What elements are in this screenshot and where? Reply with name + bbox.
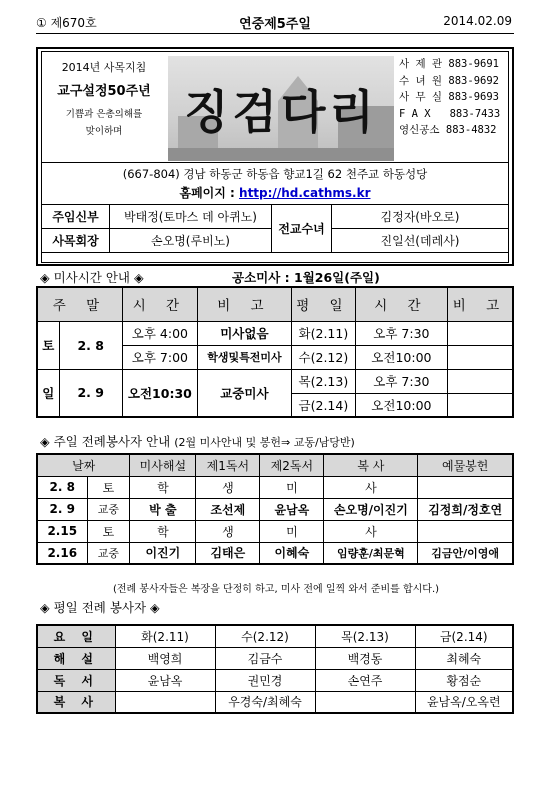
col-note: 비 고 <box>197 287 291 321</box>
lit-reading1: 생 <box>196 520 260 542</box>
mission-mass-note: 공소미사 : 1월26일(주일) <box>232 270 380 285</box>
lit-reading2: 미 <box>260 520 324 542</box>
tue-time: 오후 7:30 <box>355 321 447 345</box>
fri-time: 오전10:00 <box>355 393 447 417</box>
lit-offering: 김정희/정호연 <box>418 498 513 520</box>
masthead-divider <box>41 162 509 163</box>
thu-day: 목(2.13) <box>291 369 355 393</box>
fri-day: 금(2.14) <box>291 393 355 417</box>
lit-server: 사 <box>324 520 418 542</box>
sat-note-1: 미사없음 <box>197 321 291 345</box>
thu-time: 오후 7:30 <box>355 369 447 393</box>
issue-date: 2014.02.09 <box>443 14 512 28</box>
lit-reading1: 조선제 <box>196 498 260 520</box>
pastor-name: 박태정(토마스 데 아퀴노) <box>110 205 272 229</box>
masthead-logo <box>168 56 394 161</box>
sat-day: 토 <box>37 321 59 369</box>
reading-thu: 손연주 <box>315 669 415 691</box>
mass-schedule-table <box>36 286 514 418</box>
reading-tue: 윤남옥 <box>115 669 215 691</box>
lit-day: 토 <box>87 520 130 542</box>
day-label: 요 일 <box>37 625 115 647</box>
server-fri: 윤남옥/오옥련 <box>415 691 513 713</box>
nun-label: 전교수녀 <box>272 205 332 253</box>
lit-date: 2.16 <box>37 542 87 564</box>
motto-sub2: 맞이하며 <box>85 126 123 137</box>
day-thu: 목(2.13) <box>315 625 415 647</box>
sat-time-1: 오후 4:00 <box>122 321 197 345</box>
lit-offering: 김금안/이영애 <box>418 542 513 564</box>
motto-main: 교구설정50주년 <box>57 84 151 99</box>
lit-reading1: 생 <box>196 476 260 498</box>
contact-rectory: 사 제 관 883-9691 <box>399 58 499 70</box>
lit-reading2: 이혜숙 <box>260 542 324 564</box>
mass-section-title: ◈ 미사시간 안내 ◈ <box>40 270 144 285</box>
nun-2: 진일선(데레사) <box>332 229 509 253</box>
lit-day: 교중 <box>87 542 130 564</box>
col-date: 날짜 <box>37 454 130 476</box>
row-label-reading: 독 서 <box>37 669 115 691</box>
liturgy-footnote: (전례 봉사자들은 복장을 단정히 하고, 미사 전에 일찍 와서 준비를 합시다.) <box>112 584 440 595</box>
day-fri: 금(2.14) <box>415 625 513 647</box>
pastor-label: 주임신부 <box>42 205 110 229</box>
col-offering: 예물봉헌 <box>418 454 513 476</box>
homepage-link[interactable]: http://hd.cathms.kr <box>239 186 371 200</box>
col-weekend: 주 말 <box>37 287 122 321</box>
sat-date: 2. 8 <box>59 321 122 369</box>
sun-date: 2. 9 <box>59 369 122 417</box>
reading-wed: 권민경 <box>215 669 315 691</box>
parish-address: (667-804) 경남 하동군 하동읍 향교1길 62 천주교 하동성당 <box>122 167 428 181</box>
sunday-liturgy-note: (2월 미사안내 및 봉헌⇒ 교동/남당반) <box>174 436 355 449</box>
lit-offering <box>418 476 513 498</box>
col-reading1: 제1독서 <box>196 454 260 476</box>
day-wed: 수(2.12) <box>215 625 315 647</box>
sunday-liturgy-title <box>40 432 355 450</box>
lit-date: 2. 8 <box>37 476 87 498</box>
lit-date: 2.15 <box>37 520 87 542</box>
lit-server: 임량훈/최문혁 <box>324 542 418 564</box>
col-note-weekday: 비 고 <box>447 287 513 321</box>
weekday-liturgy-table <box>36 624 514 714</box>
lit-reading1: 김태은 <box>196 542 260 564</box>
server-thu <box>315 691 415 713</box>
contact-office: 사 무 실 883-9693 <box>399 91 499 103</box>
homepage-label: 홈페이지 : <box>179 186 235 200</box>
row-label-commentary: 해 설 <box>37 647 115 669</box>
commentary-thu: 백경동 <box>315 647 415 669</box>
lit-server: 사 <box>324 476 418 498</box>
lit-commentary: 학 <box>130 520 196 542</box>
wed-time: 오전10:00 <box>355 345 447 369</box>
lit-reading2: 미 <box>260 476 324 498</box>
lit-date: 2. 9 <box>37 498 87 520</box>
motto-year: 2014년 사목지침 <box>61 61 147 74</box>
col-time-weekday: 시 간 <box>355 287 447 321</box>
contact-convent: 수 녀 원 883-9692 <box>399 74 499 87</box>
tue-day: 화(2.11) <box>291 321 355 345</box>
col-time: 시 간 <box>122 287 197 321</box>
col-reading2: 제2독서 <box>260 454 324 476</box>
commentary-wed: 김금수 <box>215 647 315 669</box>
lit-reading2: 윤남옥 <box>260 498 324 520</box>
homepage <box>41 184 509 201</box>
contact-mission: 영신공소 883-4832 <box>399 124 497 136</box>
motto-sub1: 기쁨과 은총의해를 <box>65 109 143 120</box>
logo-title: 징검다리 <box>184 85 378 139</box>
sun-time: 오전10:30 <box>122 369 197 417</box>
row-label-server: 복 사 <box>37 691 115 713</box>
liturgical-week: 연중제5주일 <box>239 17 311 32</box>
sat-note-2: 학생및특전미사 <box>197 345 291 369</box>
pastoral-motto <box>44 59 164 137</box>
wed-day: 수(2.12) <box>291 345 355 369</box>
nun-1: 김정자(바오로) <box>332 205 509 229</box>
commentary-tue: 백영희 <box>115 647 215 669</box>
lit-offering <box>418 520 513 542</box>
reading-fri: 황점순 <box>415 669 513 691</box>
thu-note <box>447 369 513 393</box>
sunday-liturgy-heading: ◈ 주일 전례봉사자 안내 <box>40 434 171 449</box>
staff-table <box>41 204 509 253</box>
issue-number: ① 제670호 <box>36 16 97 30</box>
sun-day: 일 <box>37 369 59 417</box>
col-weekday: 평 일 <box>291 287 355 321</box>
fri-note <box>447 393 513 417</box>
header-rule <box>36 33 514 34</box>
lit-commentary: 박 출 <box>130 498 196 520</box>
lit-commentary: 이진기 <box>130 542 196 564</box>
commentary-fri: 최혜숙 <box>415 647 513 669</box>
contact-list <box>399 56 500 139</box>
server-tue <box>115 691 215 713</box>
day-tue: 화(2.11) <box>115 625 215 647</box>
sun-note: 교중미사 <box>197 369 291 417</box>
council-label: 사목회장 <box>42 229 110 253</box>
sat-time-2: 오후 7:00 <box>122 345 197 369</box>
col-commentary: 미사해설 <box>130 454 196 476</box>
lit-day: 교중 <box>87 498 130 520</box>
lit-commentary: 학 <box>130 476 196 498</box>
server-wed: 우경숙/최혜숙 <box>215 691 315 713</box>
lit-server: 손오명/이진기 <box>324 498 418 520</box>
tue-note <box>447 321 513 345</box>
weekday-liturgy-title: ◈ 평일 전례 봉사자 ◈ <box>40 600 160 615</box>
lit-day: 토 <box>87 476 130 498</box>
wed-note <box>447 345 513 369</box>
contact-fax: F A X 883-7433 <box>399 107 501 120</box>
council-name: 손오명(루비노) <box>110 229 272 253</box>
col-server: 복 사 <box>324 454 418 476</box>
sunday-liturgy-table <box>36 453 514 565</box>
